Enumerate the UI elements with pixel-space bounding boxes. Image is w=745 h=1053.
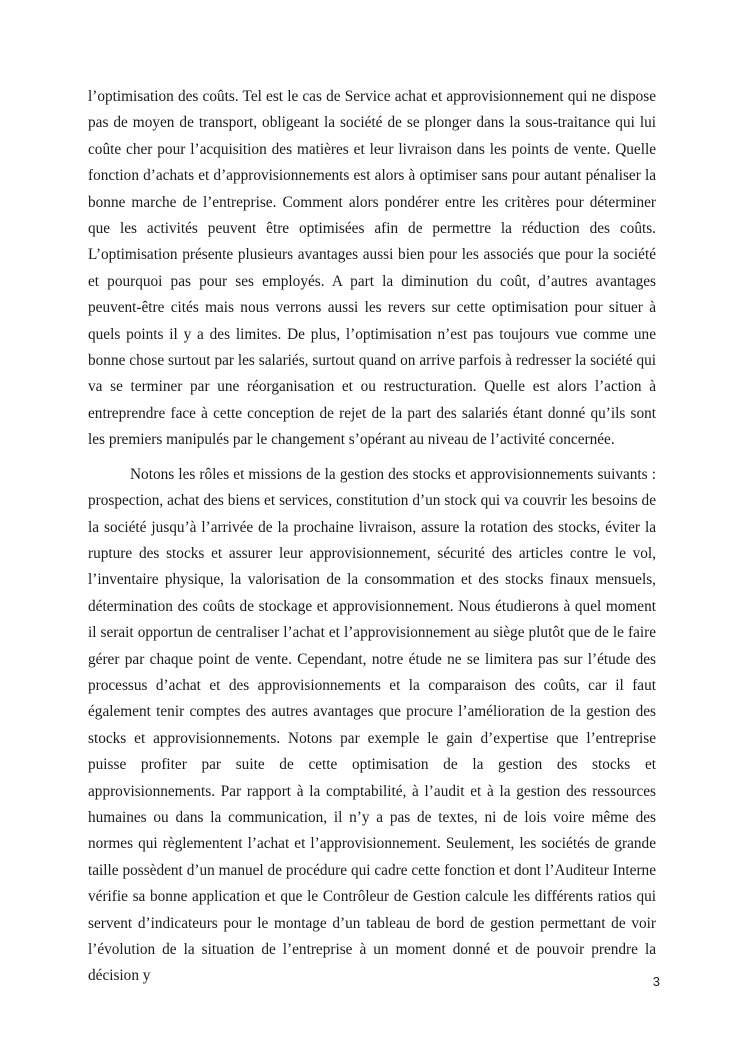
paragraph-1: l’optimisation des coûts. Tel est le cas de Service achat et approvisionnement qui ne dispose pas de moyen de transport, obligeant la société de se plonger dans la sous-traitance qui lui coûte cher pour l’acquisition des matières et leur livraison dans les points de vente. Quelle fonction d’achats et d’approvisionnements est alors à optimiser sans pour autant pénaliser la bonne marche de l’entreprise. Comment alors pondérer entre les critères pour déterminer que les activités peuvent être optimisées afin de permettre la réduction des coûts. L’optimisation présente plusieurs avantages aussi bien pour les associés que pour la société et pourquoi pas pour ses employés. A part la diminution du coût, d’autres avantages peuvent-être cités mais nous verrons aussi les revers sur cette optimisation pour situer à quels points il y a des limites. De plus, l’optimisation n’est pas toujours vue comme une bonne chose surtout par les salariés, surtout quand on arrive parfois à redresser la société qui va se terminer par une réorganisation et ou restructuration. Quelle est alors l’action à entreprendre face à cette conception de rejet de la part des salariés étant donné qu’ils sont les premiers manipulés par le changement s’opérant au niveau de l’activité concernée.	[88, 88, 656, 449]
page-number: 3	[652, 974, 660, 989]
document-page	[88, 84, 656, 990]
paragraph-2: Notons les rôles et missions de la gestion des stocks et approvisionnements suivants : prospection, achat des biens et services, constitution d’un stock qui va couvrir les besoins de la société jusqu’à l’arrivée de la prochaine livraison, assure la rotation des stocks, éviter la rupture des stocks et assurer leur approvisionnement, sécurité des articles contre le vol, l’inventaire physique, la valorisation de la consommation et des stocks finaux mensuels, détermination des coûts de stockage et approvisionnement. Nous étudierons à quel moment il serait opportun de centraliser l’achat et l’approvisionnement au siège plutôt que de le faire gérer par chaque point de vente. Cependant, notre étude ne se limitera pas sur l’étude des processus d’achat et des approvisionnements et la comparaison des coûts, car il faut également tenir comptes des autres avantages que procure l’amélioration de la gestion des stocks et approvisionnements. Notons par exemple le gain d’expertise que l’entreprise puisse profiter par suite de cette optimisation de la gestion des stocks et approvisionnements. Par rapport à la comptabilité, à l’audit et à la gestion des ressources humaines ou dans la communication, il n’y a pas de textes, ni de lois voire même des normes qui règlementent l’achat et l’approvisionnement. Seulement, les sociétés de grande taille possèdent d’un manuel de procédure qui cadre cette fonction et dont l’Auditeur Interne vérifie sa bonne application et que le Contrôleur de Gestion calcule les différents ratios qui servent d’indicateurs pour le montage d’un tableau de bord de gestion permettant de voir l’évolution de la situation de l’entreprise à un moment donné et de pouvoir prendre la décision y	[88, 465, 656, 985]
